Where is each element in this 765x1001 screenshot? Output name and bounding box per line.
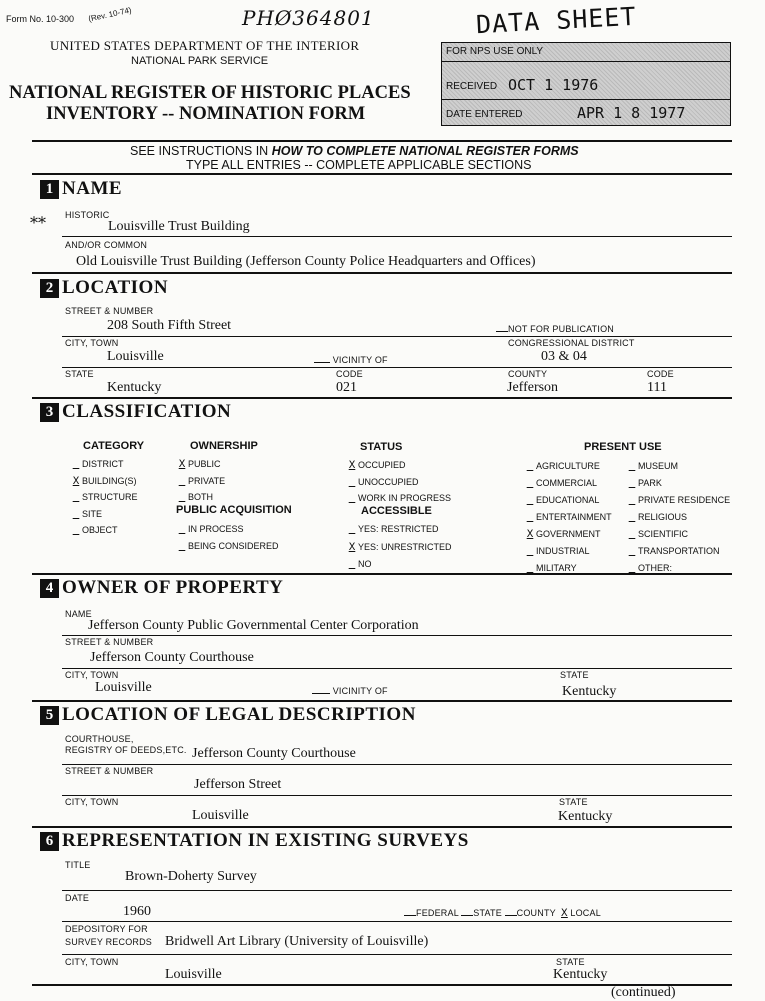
option-buildings[interactable]: X BUILDING(S) xyxy=(72,475,137,488)
section-title: OWNER OF PROPERTY xyxy=(62,577,284,598)
survey-state-label: STATE xyxy=(556,957,585,967)
data-sheet-stamp: DATA SHEET xyxy=(475,1,638,40)
category-heading: CATEGORY xyxy=(83,440,145,452)
option-unoccupied[interactable]: UNOCCUPIED xyxy=(358,476,419,487)
county-code-label: CODE xyxy=(647,369,674,379)
option-being-considered[interactable]: BEING CONSIDERED xyxy=(188,541,279,551)
form-number: Form No. 10-300 xyxy=(6,14,75,24)
option-district[interactable]: DISTRICT xyxy=(82,459,124,469)
section-4-heading xyxy=(40,577,283,599)
nps-use-box xyxy=(441,42,731,126)
survey-date: 1960 xyxy=(123,904,151,919)
option-yes-restricted[interactable]: YES: RESTRICTED xyxy=(358,524,439,534)
handwritten-mark: ⁎⁎ xyxy=(30,208,46,227)
state-label: STATE xyxy=(65,369,94,379)
option-scientific[interactable]: SCIENTIFIC xyxy=(638,529,689,539)
county-code-value: 111 xyxy=(647,380,667,395)
legal-city: Louisville xyxy=(192,808,249,823)
county-label: COUNTY xyxy=(508,369,548,379)
present-use-col1 xyxy=(524,458,612,577)
section-number: 5 xyxy=(40,706,59,725)
owner-city: Louisville xyxy=(95,680,152,695)
state-value: Kentucky xyxy=(107,380,162,395)
section-number: 4 xyxy=(40,579,59,598)
owner-state: Kentucky xyxy=(562,684,617,699)
present-use-heading: PRESENT USE xyxy=(584,441,662,453)
depository-label-2: SURVEY RECORDS xyxy=(65,937,152,947)
city-value: Louisville xyxy=(107,349,164,364)
owner-city-label: CITY, TOWN xyxy=(65,670,119,680)
depository-label-1: DEPOSITORY FOR xyxy=(65,924,148,934)
survey-city: Louisville xyxy=(165,967,222,982)
date-entered-stamp: APR 1 8 1977 xyxy=(577,104,686,122)
option-commercial[interactable]: COMMERCIAL xyxy=(536,478,598,488)
section-6-heading xyxy=(40,830,469,852)
federal-blank[interactable] xyxy=(404,909,416,916)
option-park[interactable]: PARK xyxy=(638,478,662,488)
vicinity-of: VICINITY OF xyxy=(314,355,388,365)
acquisition-options xyxy=(176,521,279,555)
option-object[interactable]: OBJECT xyxy=(82,525,118,535)
category-options xyxy=(70,457,138,540)
option-in-process[interactable]: IN PROCESS xyxy=(188,524,244,534)
department-name: UNITED STATES DEPARTMENT OF THE INTERIOR xyxy=(50,38,360,53)
street-value: 208 South Fifth Street xyxy=(107,318,232,333)
legal-state: Kentucky xyxy=(558,809,613,824)
state-option: STATE xyxy=(473,908,502,918)
section-number: 2 xyxy=(40,279,59,298)
federal-option: FEDERAL xyxy=(416,908,459,918)
county-option: COUNTY xyxy=(516,908,556,918)
present-use-col2 xyxy=(626,458,730,577)
code-label: CODE xyxy=(336,369,363,379)
historic-name: Louisville Trust Building xyxy=(108,219,250,234)
handwritten-id: PHØ364801 xyxy=(242,6,375,30)
option-private[interactable]: PRIVATE xyxy=(188,475,226,486)
legal-city-label: CITY, TOWN xyxy=(65,797,119,807)
state-blank[interactable] xyxy=(461,909,473,916)
section-2-heading xyxy=(40,277,168,299)
form-revision: (Rev. 10-74) xyxy=(87,5,133,24)
congressional-district-value: 03 & 04 xyxy=(541,349,587,364)
county-blank[interactable] xyxy=(505,909,517,916)
status-options xyxy=(346,458,451,508)
continued-note: (continued) xyxy=(611,985,676,1000)
form-title-line1: NATIONAL REGISTER OF HISTORIC PLACES xyxy=(9,83,411,103)
historic-label: HISTORIC xyxy=(65,210,110,220)
ownership-heading: OWNERSHIP xyxy=(190,440,258,452)
not-for-publication: NOT FOR PUBLICATION xyxy=(496,324,614,334)
survey-title-label: TITLE xyxy=(65,860,91,870)
local-mark[interactable]: X xyxy=(561,908,568,920)
option-agriculture[interactable]: AGRICULTURE xyxy=(536,461,600,471)
option-both[interactable]: BOTH xyxy=(188,492,214,502)
form-title-line2: INVENTORY -- NOMINATION FORM xyxy=(46,104,366,124)
option-yes-unrestricted[interactable]: X YES: UNRESTRICTED xyxy=(348,541,452,554)
option-military[interactable]: MILITARY xyxy=(536,563,577,573)
survey-title: Brown-Doherty Survey xyxy=(125,869,257,884)
option-museum[interactable]: MUSEUM xyxy=(638,461,678,471)
owner-street-label: STREET & NUMBER xyxy=(65,637,154,647)
registry-value: Jefferson County Courthouse xyxy=(192,746,356,761)
street-label: STREET & NUMBER xyxy=(65,306,154,316)
instructions-line1: SEE INSTRUCTIONS IN HOW TO COMPLETE NATIONAL REGISTER FORMS xyxy=(130,144,579,158)
instructions-line2: TYPE ALL ENTRIES -- COMPLETE APPLICABLE SECTIONS xyxy=(186,158,532,172)
courthouse-label: COURTHOUSE, xyxy=(65,734,134,744)
option-work-in-progress[interactable]: WORK IN PROGRESS xyxy=(358,493,452,503)
county-value: Jefferson xyxy=(507,380,559,395)
section-number: 1 xyxy=(40,180,59,199)
option-public[interactable]: X PUBLIC xyxy=(178,459,221,471)
option-industrial[interactable]: INDUSTRIAL xyxy=(536,546,590,556)
option-transportation[interactable]: TRANSPORTATION xyxy=(638,546,720,556)
service-name: NATIONAL PARK SERVICE xyxy=(131,55,269,67)
legal-street: Jefferson Street xyxy=(194,777,282,792)
section-number: 6 xyxy=(40,832,59,851)
date-entered-label: DATE ENTERED xyxy=(446,109,523,120)
option-educational[interactable]: EDUCATIONAL xyxy=(536,495,600,505)
option-entertainment[interactable]: ENTERTAINMENT xyxy=(536,512,612,522)
section-title: NAME xyxy=(62,178,123,199)
ownership-options xyxy=(176,457,225,507)
owner-name: Jefferson County Public Governmental Center Corporation xyxy=(88,618,419,633)
accessible-options xyxy=(346,521,452,574)
owner-state-label: STATE xyxy=(560,670,589,680)
option-structure[interactable]: STRUCTURE xyxy=(82,492,138,502)
option-religious[interactable]: RELIGIOUS xyxy=(638,512,688,522)
section-number: 3 xyxy=(40,403,59,422)
survey-state: Kentucky xyxy=(553,967,608,982)
city-label: CITY, TOWN xyxy=(65,338,119,348)
option-government[interactable]: X GOVERNMENT xyxy=(526,529,601,541)
common-name-label: AND/OR COMMON xyxy=(65,240,148,250)
option-other[interactable]: OTHER: xyxy=(638,563,673,573)
section-title: LOCATION xyxy=(62,277,169,298)
survey-date-label: DATE xyxy=(65,893,90,903)
option-site[interactable]: SITE xyxy=(82,508,103,519)
nps-use-label: FOR NPS USE ONLY xyxy=(446,46,544,57)
survey-city-label: CITY, TOWN xyxy=(65,957,119,967)
owner-vicinity-of: VICINITY OF xyxy=(312,686,388,696)
owner-name-label: NAME xyxy=(65,609,92,619)
legal-street-label: STREET & NUMBER xyxy=(65,766,154,776)
registry-label: REGISTRY OF DEEDS,ETC. xyxy=(65,745,187,755)
congressional-district-label: CONGRESSIONAL DISTRICT xyxy=(508,338,635,348)
status-heading: STATUS xyxy=(360,441,403,453)
section-5-heading xyxy=(40,704,416,726)
option-private-residence[interactable]: PRIVATE RESIDENCE xyxy=(638,495,731,505)
section-1-heading xyxy=(40,178,122,200)
option-no[interactable]: NO xyxy=(358,559,372,569)
option-occupied[interactable]: X OCCUPIED xyxy=(348,460,406,472)
depository-value: Bridwell Art Library (University of Louisville) xyxy=(165,934,429,949)
legal-state-label: STATE xyxy=(559,797,588,807)
survey-level-options xyxy=(404,908,601,920)
received-label: RECEIVED xyxy=(446,81,498,92)
received-stamp: OCT 1 1976 xyxy=(508,76,599,94)
section-title: CLASSIFICATION xyxy=(62,401,232,422)
owner-street: Jefferson County Courthouse xyxy=(90,650,254,665)
section-3-heading xyxy=(40,401,231,423)
public-acquisition-heading: PUBLIC ACQUISITION xyxy=(176,504,292,516)
local-option: LOCAL xyxy=(570,908,601,918)
accessible-heading: ACCESSIBLE xyxy=(361,505,432,517)
state-code-value: 021 xyxy=(336,380,357,395)
section-title: LOCATION OF LEGAL DESCRIPTION xyxy=(62,704,416,725)
section-title: REPRESENTATION IN EXISTING SURVEYS xyxy=(62,830,469,851)
common-name: Old Louisville Trust Building (Jefferson County Police Headquarters and Offices) xyxy=(76,254,536,269)
